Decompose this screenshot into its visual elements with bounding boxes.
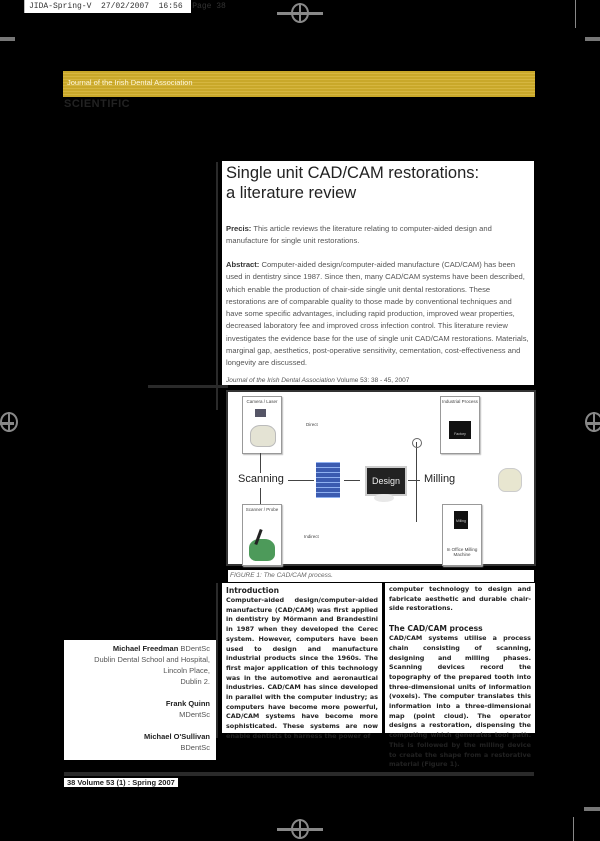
intro-text: Computer-aided design/computer-aided manufacture (CAD/CAM) was first applied in dentistry by Mörmann and Brandestini in 1987 when they developed the Cerec system. However, computers have been used to design and manufacture industrial products since the 1960s. The first major application of this technology was in the automotive and aeronautical industries. CAD/CAM has since developed in parallel with the computer industry; as computers have become more powerful, CAD/CAM systems have become more sophisticated. These systems are now enable dentists to harness the power of [226,596,378,740]
crop-mark [584,807,600,811]
design-monitor: Design [365,466,407,496]
vertical-divider [216,162,218,410]
author-block [64,640,216,760]
author-degree: MDentSc [179,710,210,719]
chairside-label: In Office Milling Machine [446,547,478,557]
precis-label: Precis: [226,224,252,233]
process-heading: The CAD/CAM process [389,624,483,634]
article-title [226,163,530,203]
connector-line [416,442,417,522]
citation-journal: Journal of the Irish Dental Association [226,376,335,384]
page-footer: 38 Volume 53 (1) : Spring 2007 [64,778,178,787]
body-column-1 [222,583,382,740]
camera-label: Camera / Laser [246,399,278,404]
scanning-label: Scanning [238,473,284,485]
indirect-label: Indirect [304,534,319,539]
arrow [260,488,261,504]
arrow [408,480,420,481]
camera-laser-box [242,396,282,454]
registration-mark-icon [585,412,600,432]
vertical-divider [216,583,218,738]
factory-icon: Factory [449,421,471,439]
crop-mark [585,37,600,41]
citation [226,377,530,384]
author-affiliation: Dublin Dental School and Hospital, [94,655,210,664]
title-line-2: a literature review [226,184,357,202]
crop-mark [573,817,574,841]
author-affiliation: Lincoln Place, [163,666,210,675]
tooth-green-icon [249,539,275,561]
precis-text: This article reviews the literature relating to computer-aided design and manufacture for single unit restorations. [226,224,492,245]
milling-label: Milling [424,473,456,485]
print-slug: JIDA-Spring-V 27/02/2007 16:56 Page 38 [24,0,191,13]
arrow [288,480,314,481]
satellite-icon [412,438,422,448]
registration-mark-icon [291,3,309,23]
title-line-1: Single unit CAD/CAM restorations: [226,164,480,182]
industrial-label: Industrial Process [442,399,478,404]
final-restoration-icon [498,468,522,492]
process-text: CAD/CAM systems utilise a process chain consisting of scanning, designing and milling phases. Scanning devices record the topography of the prepared tooth into three-dimensional units of information (voxels). The computer translates this information into a three-dimensional map (point cloud). The operator designs a restoration, dispensing the computing which generates tool path. This is followed by the milling device to create the shape from a restorative material (Figure 1). [389,634,531,769]
monitor-stand [374,494,394,502]
citation-volume: Volume 53: 38 - 45, 2007 [334,376,410,384]
journal-banner: Journal of the Irish Dental Association [63,71,535,97]
arrow [260,453,261,473]
precis [226,223,530,247]
footer-divider [64,772,534,776]
crop-mark [0,37,15,41]
author-name: Frank Quinn [165,699,210,708]
direct-label: Direct [306,422,318,427]
arrow [344,480,360,481]
title-abstract-panel [222,161,534,385]
horizontal-divider [148,385,228,388]
abstract-label: Abstract: [226,260,260,269]
author-name: Michael O'Sullivan [144,732,210,741]
abstract-text: Computer-aided design/computer-aided manufacture (CAD/CAM) has been used in dentistry since 1987. Since then, many CAD/CAM systems have been described, which enable the production of chair-side single unit dental restorations. These restorations are of comparable quality to those made by conventional techniques and have some specific advantages, including rapid production, improved wear properties, decreased laboratory fee and improved cross infection control. This literature review investigates the evidence base for the use of single unit CAD/CAM restorations. Materials, marginal gap, aesthetics, post-operative sensitivity, cementation, cost-effectiveness and longevity are discussed. [226,260,529,368]
author-degree: BDentSc [180,743,210,752]
registration-mark-icon [291,819,309,839]
industrial-process-box [440,396,480,454]
in-office-milling-box [442,504,482,566]
binary-data-icon [316,462,340,498]
intro-heading: Introduction [226,586,280,595]
author-name: Michael Freedman [112,644,179,653]
abstract [226,259,530,370]
tooth-icon [250,425,276,447]
milling-machine-icon: Milling [454,511,468,529]
registration-mark-icon [0,412,18,432]
figure-caption: FIGURE 1: The CAD/CAM process. [228,570,534,582]
probe-label: Scanner / Probe [245,507,279,512]
author-degree: BDentSc [178,644,210,653]
section-label: SCIENTIFIC [64,98,131,110]
body-column-2 [385,583,535,769]
figure-cadcam-process [226,390,536,566]
author-affiliation: Dublin 2. [180,677,210,686]
camera-icon [255,409,266,417]
crop-mark [575,0,576,28]
intro-continued: computer technology to design and fabricate aesthetic and durable chair-side restorations. [389,585,531,613]
scanner-probe-box [242,504,282,566]
